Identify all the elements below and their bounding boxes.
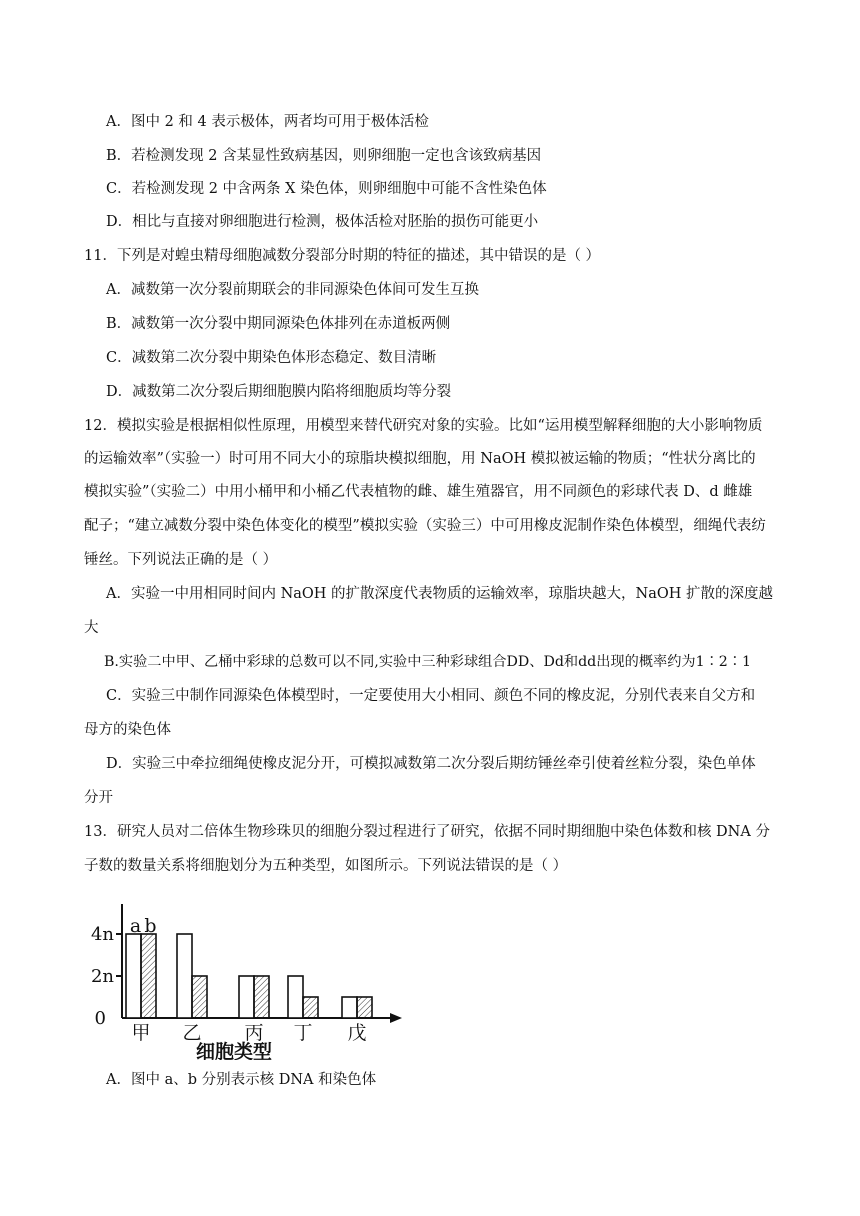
bar-b-3 <box>303 997 318 1018</box>
q12-stem-line-5: 锤丝。下列说法正确的是（ ） <box>84 552 278 568</box>
q12-option-c-line-2: 母方的染色体 <box>84 722 171 738</box>
y-tick-label: 4n <box>90 924 114 945</box>
x-tick-label: 戊 <box>347 1022 367 1044</box>
y-tick-label: 0 <box>94 1008 106 1029</box>
q12-option-a-line-1: A．实验一中用相同时间内 NaOH 的扩散深度代表物质的运输效率，琼脂块越大，NaOH 扩散的深度越 <box>106 586 774 602</box>
series-label-a: a <box>129 915 142 937</box>
bar-b-4 <box>357 997 372 1018</box>
q10-option-d: D．相比与直接对卵细胞进行检测，极体活检对胚胎的损伤可能更小 <box>106 214 539 230</box>
bar-a-2 <box>239 976 254 1018</box>
x-axis-title: 细胞类型 <box>195 1041 273 1060</box>
bar-b-0 <box>141 934 156 1018</box>
q11-stem: 11．下列是对蝗虫精母细胞减数分裂部分时期的特征的描述，其中错误的是（ ） <box>84 248 601 264</box>
q12-stem-line-3: 模拟实验”（实验二）中用小桶甲和小桶乙代表植物的雌、雄生殖器官，用不同颜色的彩球代表 D、d 雌雄 <box>84 484 753 500</box>
q11-option-b: B．减数第一次分裂中期同源染色体排列在赤道板两侧 <box>106 316 451 332</box>
q10-option-b: B．若检测发现 2 含某显性致病基因，则卵细胞一定也含该致病基因 <box>106 148 542 164</box>
bar-b-1 <box>192 976 207 1018</box>
bar-a-4 <box>342 997 357 1018</box>
bar-a-1 <box>177 934 192 1018</box>
q12-option-c-line-1: C．实验三中制作同源染色体模型时，一定要使用大小相同、颜色不同的橡皮泥，分别代表来自父方和 <box>106 688 756 704</box>
x-tick-label: 甲 <box>131 1022 151 1044</box>
q13-stem-line-2: 子数的数量关系将细胞划分为五种类型，如图所示。下列说法错误的是（ ） <box>84 858 568 874</box>
q10-option-a: A．图中 2 和 4 表示极体，两者均可用于极体活检 <box>106 114 429 130</box>
bar-b-2 <box>254 976 269 1018</box>
q10-option-c: C．若检测发现 2 中含两条 X 染色体，则卵细胞中可能不含性染色体 <box>106 181 547 197</box>
q12-option-a-line-2: 大 <box>84 620 99 636</box>
q12-stem-line-2: 的运输效率”（实验一）时可用不同大小的琼脂块模拟细胞，用 NaOH 模拟被运输的物质；“性状分离比的 <box>84 451 756 467</box>
x-tick-label: 丙 <box>244 1022 264 1044</box>
bar-a-0 <box>126 934 141 1018</box>
q12-option-d-line-1: D．实验三中牵拉细绳使橡皮泥分开，可模拟减数第二次分裂后期纺锤丝牵引使着丝粒分裂，染色单体 <box>106 756 756 772</box>
q12-stem-line-1: 12．模拟实验是根据相似性原理，用模型来替代研究对象的实验。比如“运用模型解释细胞的大小影响物质 <box>84 418 763 434</box>
q11-option-d: D．减数第二次分裂后期细胞膜内陷将细胞质均等分裂 <box>106 384 452 400</box>
x-axis-arrow <box>390 1013 402 1023</box>
q12-option-b: B.实验二中甲、乙桶中彩球的总数可以不同,实验中三种彩球组合DD、Dd和dd出现的概率约为1∶2∶1 <box>104 654 752 670</box>
q13-stem-line-1: 13．研究人员对二倍体生物珍珠贝的细胞分裂过程进行了研究，依据不同时期细胞中染色体数和核 DNA 分 <box>84 824 770 840</box>
chart-svg <box>84 890 414 1060</box>
q12-stem-line-4: 配子；“建立减数分裂中染色体变化的模型”模拟实验（实验三）中可用橡皮泥制作染色体模型，细绳代表纺 <box>84 518 766 534</box>
q12-option-d-line-2: 分开 <box>84 790 113 806</box>
series-label-b: b <box>144 915 157 937</box>
q11-option-c: C．减数第二次分裂中期染色体形态稳定、数目清晰 <box>106 350 437 366</box>
bar-a-3 <box>288 976 303 1018</box>
x-tick-label: 丁 <box>293 1022 313 1044</box>
x-tick-label: 乙 <box>182 1022 202 1044</box>
q13-option-a: A．图中 a、b 分别表示核 DNA 和染色体 <box>106 1072 377 1088</box>
cell-type-bar-chart <box>84 890 414 1060</box>
q11-option-a: A．减数第一次分裂前期联会的非同源染色体间可发生互换 <box>106 282 479 298</box>
y-tick-label: 2n <box>90 966 114 987</box>
